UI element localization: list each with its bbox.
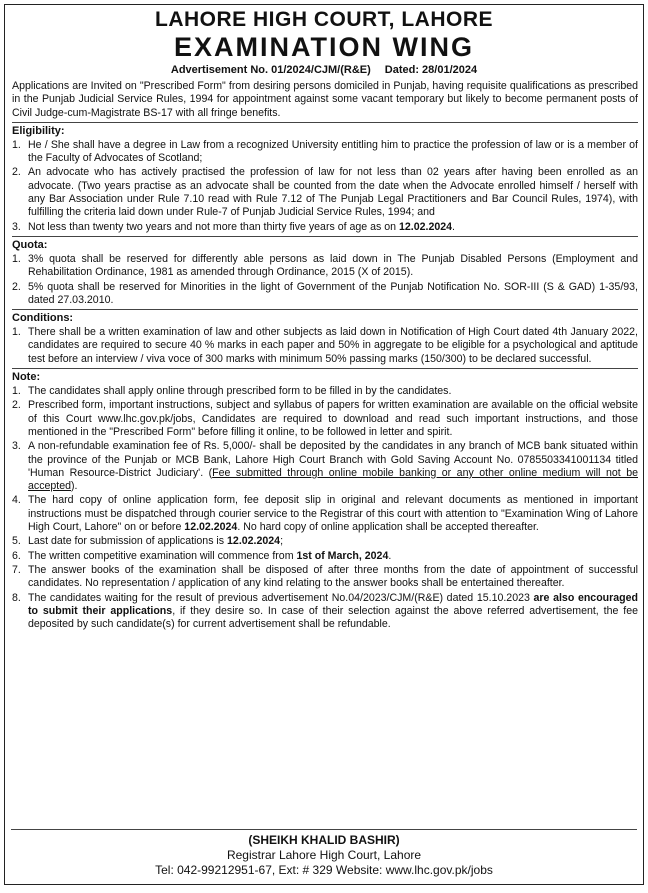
advertisement-date: Dated: 28/01/2024	[384, 64, 478, 76]
wing-title: EXAMINATION WING	[174, 32, 474, 62]
list-item: 1. The candidates shall apply online through prescribed form to be filled in by the candidates.	[12, 385, 452, 398]
list-item: 1. He / She shall have a degree in Law from a recognized University entitling him to practice the profession of law or is a member of the Faculty of Advocates of Scotland;	[12, 138, 638, 165]
conditions-heading: Conditions:	[12, 309, 638, 325]
list-item: 2. 5% quota shall be reserved for Minorities in the light of Government of the Punjab Notification No. SOR-III (S & GAD) 1-35/93, dated 27.03.2010.	[12, 280, 638, 306]
list-item: 8. The candidates waiting for the result of previous advertisement No.04/2023/CJM/(R&E) dated 15.10.2023 are also encouraged to submit their applications, if they desire so. In case of their selection against the above referred advertisement, the fee deposited by such candidate(s) for current advertisement shall be refundable.	[12, 591, 638, 631]
list-item: 1. 3% quota shall be reserved for differently able persons as laid down in The Punjab Disabled Persons (Employment and Rehabilitation Ordinance, 1981 as amended through Ordinance, 2015 (X of 2015).	[12, 252, 638, 279]
quota-heading: Quota:	[12, 236, 638, 252]
signatory-name: (SHEIKH KHALID BASHIR)	[11, 829, 637, 848]
list-item: 3. A non-refundable examination fee of Rs. 5,000/- shall be deposited by the candidates in any branch of MCB bank situated within the province of the Punjab or MCB Bank, Lahore High Court Branch with Gold Saving Account No. 0785503341001134 titled 'Human Resource-District Judiciary'. (Fee submitted through online mobile banking or any other online medium will not be accepted).	[12, 440, 638, 493]
footer	[5, 829, 643, 878]
advertisement-body	[5, 80, 643, 631]
intro-paragraph: Applications are Invited on "Prescribed Form" from desiring persons domiciled in Punjab, having requisite qualifications as prescribed in the Punjab Judicial Service Rules, 1994 for appointment against some vacant temporary but likely to become permanent posts of Civil Judge-cum-Magistrate BS-17 with all fringe benefits.	[12, 80, 638, 119]
list-item: 7. The answer books of the examination shall be disposed of after three months from the date of appointment of successful candidates. No representation / application of any kind relating to the answer books shall be entertained thereafter.	[12, 563, 638, 590]
advertisement-number: Advertisement No. 01/2024/CJM/(R&E)	[170, 64, 371, 76]
note-heading: Note:	[12, 368, 638, 384]
eligibility-heading: Eligibility:	[12, 122, 638, 138]
fee-warning: Fee submitted through online mobile banking or any other online medium will not be accepted	[28, 466, 638, 493]
list-item: 1. There shall be a written examination of law and other subjects as laid down in Notification of High Court dated 4th January 2022, candidates are required to secure 40 % marks in each paper and 50% in aggregate to be eligible for a psychological and aptitude test before an interview / viva voce of 300 marks with minimum 50% passing marks (150/300) to be declared successful.	[12, 326, 638, 365]
court-title: LAHORE HIGH COURT, LAHORE	[155, 8, 493, 31]
list-item: 2. Prescribed form, important instructions, subject and syllabus of papers for written examination are available on the official website of this Court www.lhc.gov.pk/jobs, Candidates are required to download and read such important instructions, and those mentioned in the "Prescribed Form" before filling it online, to be followed in letter and spirit.	[12, 399, 638, 438]
note-section	[12, 368, 638, 631]
advertisement-page	[4, 4, 644, 885]
quota-section	[12, 236, 638, 307]
signatory-designation: Registrar Lahore High Court, Lahore	[226, 848, 422, 862]
conditions-section	[12, 309, 638, 366]
list-item: 4. The hard copy of online application form, fee deposit slip in original and relevant documents as mentioned in important instructions must be dispatched through courier service to the Registrar of this court with attention to "Examination Wing of Lahore High Court, Lahore" on or before 12.02.2024. No hard copy of online application shall be accepted thereafter.	[12, 494, 638, 534]
list-item: 3. Not less than twenty two years and not more than thirty five years of age as on 12.02.2024.	[12, 220, 455, 233]
contact-info: Tel: 042-99212951-67, Ext: # 329 Website: www.lhc.gov.pk/jobs	[155, 863, 493, 877]
list-item: 2. An advocate who has actively practised the profession of law for not less than 02 years after having been enrolled as an advocate. (Two years practise as an advocate shall be counted from the date when the Advocate enrolled himself / herself with any Bar Association under Rule 7.10 read with Rule 7.12 of The Punjab Legal Practitioners and Bar Council Rules, 1974), with fulfilling the criteria laid down under Rule-7 of Punjab Judicial Service Rules, 1994; and	[12, 166, 638, 219]
eligibility-section	[12, 122, 638, 234]
list-item: 5. Last date for submission of applications is 12.02.2024;	[12, 535, 284, 548]
list-item: 6. The written competitive examination will commence from 1st of March, 2024.	[12, 549, 392, 562]
advertisement-info	[5, 63, 643, 77]
